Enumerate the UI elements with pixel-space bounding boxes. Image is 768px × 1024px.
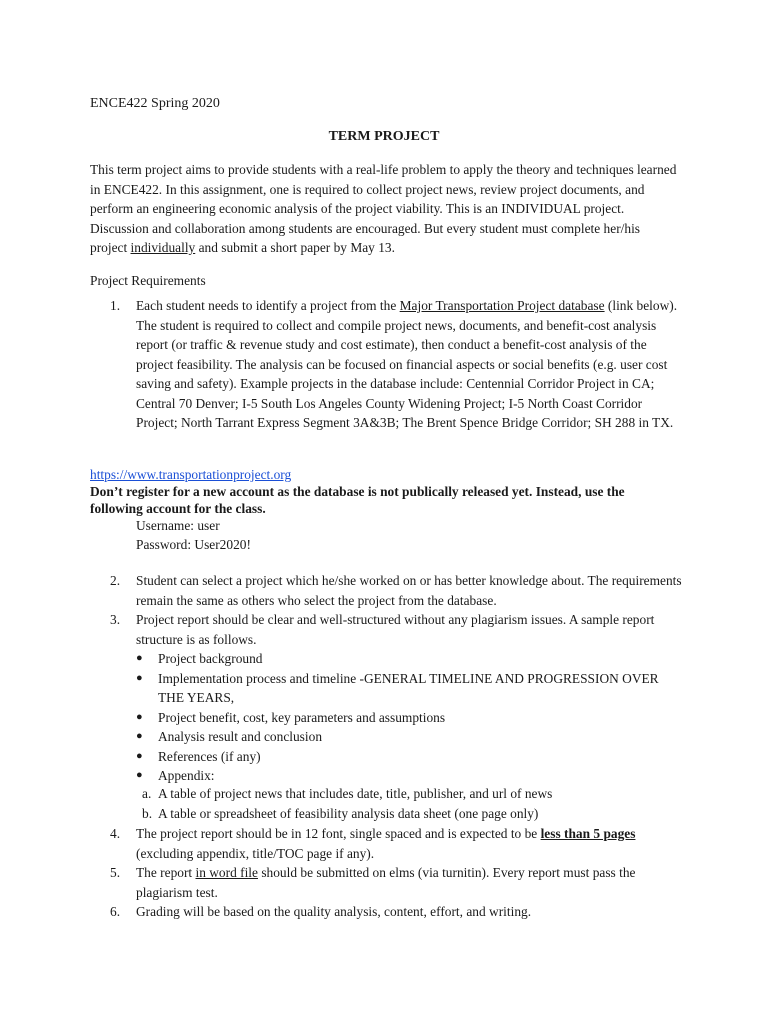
- requirement-item-3: [90, 610, 686, 649]
- report-structure-list: [136, 649, 686, 786]
- bullet-icon: ●: [136, 769, 143, 781]
- password-line: Password: User2020!: [136, 537, 251, 552]
- requirement-item-6: [90, 902, 686, 922]
- intro-text-1: This term project aims to provide students with a real-life problem to apply the theory and techniques learned in ENCE422. In this assignment, one is required to collect project news, review project documents, and perform an engineering economic analysis of the project viability. This is an INDIVIDUAL project. Discussion and collaboration among students are encouraged. But every student must complete her/his project: [90, 162, 677, 255]
- document-title: TERM PROJECT: [328, 129, 440, 144]
- list-item: ● Analysis result and conclusion: [136, 727, 686, 747]
- bullet-icon: ●: [136, 730, 143, 742]
- requirement-item-4: [90, 824, 686, 863]
- intro-paragraph: [90, 160, 680, 258]
- bullet-icon: ●: [136, 671, 143, 684]
- account-notice: Don’t register for a new account as the database is not publically released yet. Instead, use the following account for the class.: [90, 484, 625, 516]
- item-number: 6.: [110, 904, 121, 919]
- appendix-list: [136, 784, 686, 823]
- requirement-item-1: [90, 296, 686, 433]
- item-number: 4.: [110, 826, 121, 841]
- item4-text-1: The project report should be in 12 font, single spaced and is expected to be: [136, 826, 541, 841]
- item6-text: Grading will be based on the quality analysis, content, effort, and writing.: [136, 904, 532, 919]
- username-line: Username: user: [136, 518, 220, 533]
- bullet-icon: ●: [136, 710, 143, 723]
- item5-text-2: should be submitted on elms (via turnitin). Every report must pass the plagiarism test.: [136, 865, 636, 900]
- requirement-item-5: [90, 863, 686, 902]
- requirements-heading: Project Requirements: [90, 273, 206, 288]
- list-item: ● Appendix:: [136, 766, 686, 786]
- list-item: b. A table or spreadsheet of feasibility analysis data sheet (one page only): [136, 804, 686, 824]
- bullet-icon: ●: [136, 652, 143, 664]
- item-number: 2.: [110, 573, 121, 588]
- list-item: ● Implementation process and timeline -GENERAL TIMELINE AND PROGRESSION OVER THE YEARS,: [136, 670, 659, 705]
- item1-text-1: Each student needs to identify a project from the: [136, 298, 400, 313]
- page-limit-emphasis: less than 5 pages: [540, 826, 636, 841]
- list-item: a. A table of project news that includes date, title, publisher, and url of news: [136, 784, 686, 804]
- item-number: 1.: [110, 298, 121, 313]
- list-item: ● Project benefit, cost, key parameters and assumptions: [136, 708, 686, 728]
- item5-text-1: The report: [136, 865, 196, 880]
- requirement-item-2: [90, 571, 686, 610]
- intro-text-2: and submit a short paper by May 13.: [195, 240, 395, 255]
- item4-text-2: (excluding appendix, title/TOC page if any).: [136, 845, 375, 861]
- item3-text: Project report should be clear and well-structured without any plagiarism issues. A sample report structure is as follows.: [136, 612, 655, 647]
- course-header: ENCE422 Spring 2020: [90, 96, 220, 111]
- item-letter: b.: [142, 805, 153, 821]
- list-item: ● Project background: [136, 649, 686, 669]
- word-file-underlined: in word file: [195, 865, 258, 880]
- list-item: ● References (if any): [136, 747, 686, 767]
- bullet-icon: ●: [136, 749, 143, 762]
- intro-underlined-word: individually: [130, 240, 196, 255]
- item1-text-2: (link below). The student is required to collect and compile project news, documents, and benefit-cost analysis report (or traffic & revenue study and cost estimate), then conduct a benefit-cost analysis of the project feasibility. The analysis can be focused on financial aspects or social benefits (e.g. user cost saving and safety). Example projects in the database include: Centennial Corridor Project in CA; Central 70 Denver; I-5 South Los Angeles County Widening Project; I-5 North Coast Corridor Project; North Tarrant Express Segment 3A&3B; The Brent Spence Bridge Corridor; SH 288 in TX.: [136, 298, 678, 430]
- item-number: 3.: [110, 612, 121, 627]
- item-number: 5.: [110, 865, 121, 880]
- item2-text: Student can select a project which he/she worked on or has better knowledge about. The requirements remain the same as others who select the project from the database.: [136, 573, 682, 608]
- database-link-text: Major Transportation Project database: [399, 298, 605, 313]
- item-letter: a.: [142, 786, 152, 801]
- database-url-link[interactable]: https://www.transportationproject.org: [90, 467, 292, 482]
